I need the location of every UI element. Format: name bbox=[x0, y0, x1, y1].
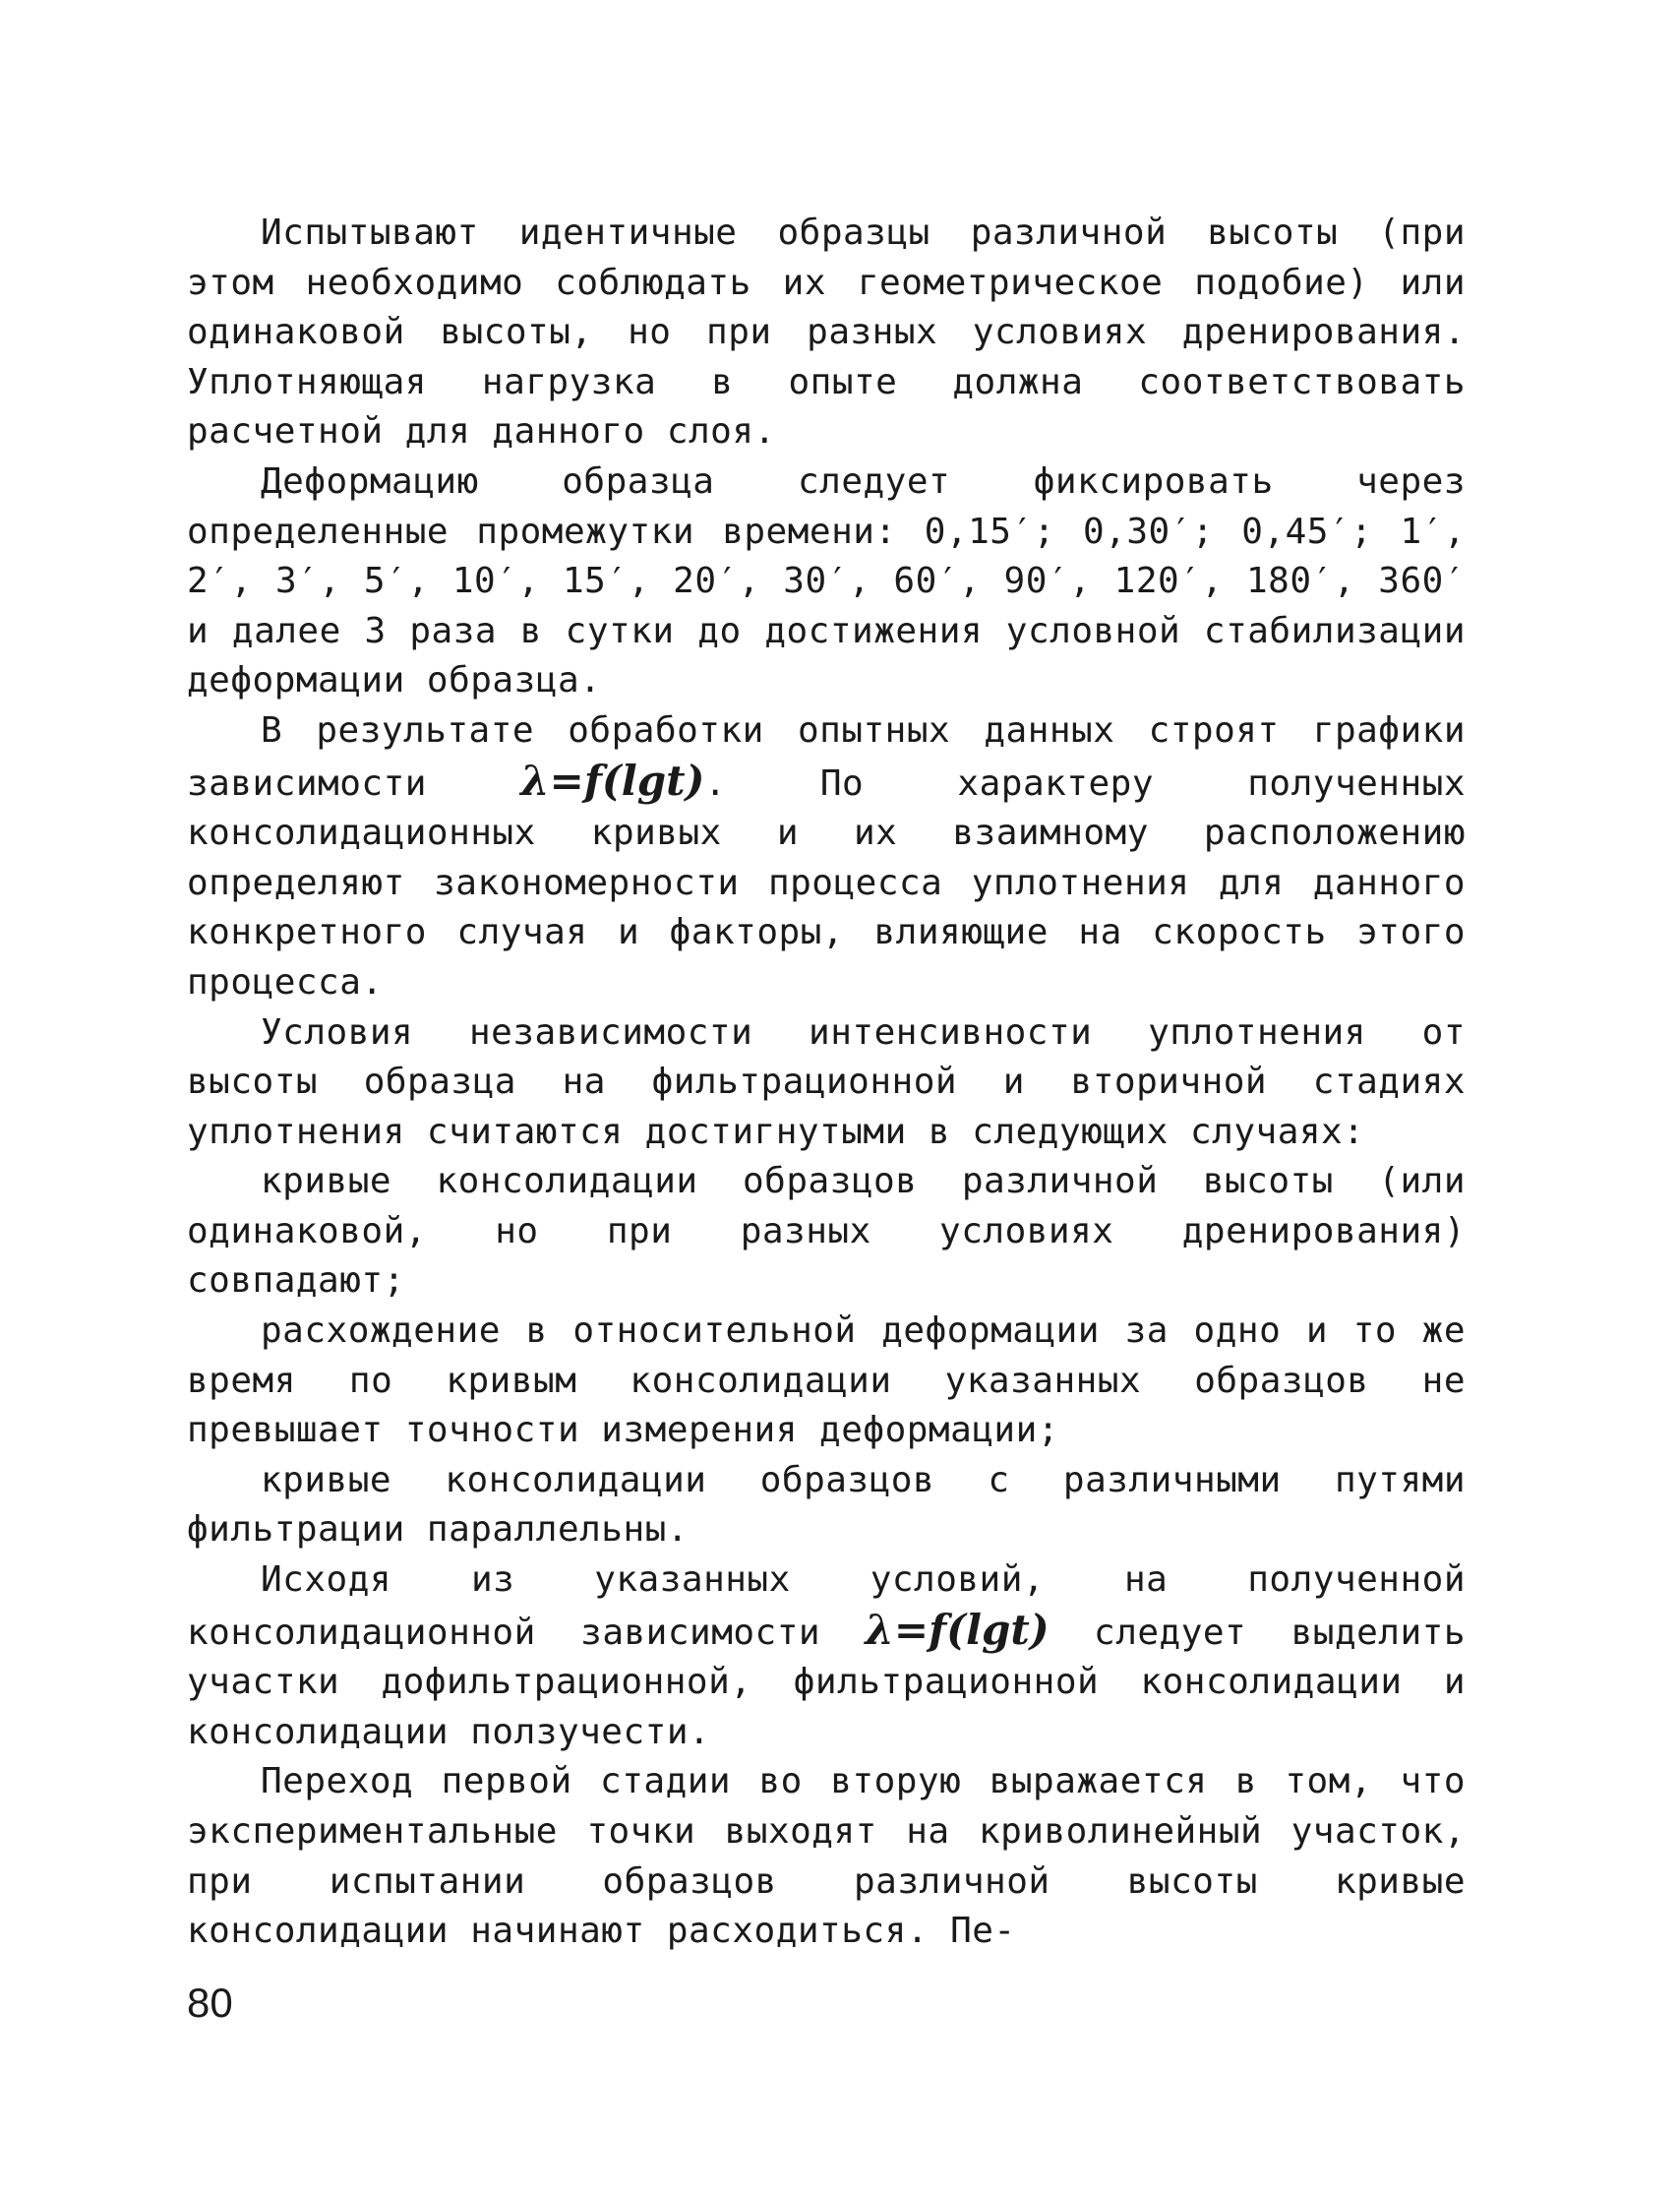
paragraph-4: Условия независимости интенсивности уплотнения от высоты образца на фильтрационной и вторичной стадиях уплотнения считаются достигнутыми в следующих случаях: bbox=[187, 1011, 1466, 1152]
paragraph-5 bbox=[187, 1555, 1466, 1757]
paragraph-5-text-end: следует выделить участки дофильтрационной, фильтрационной консолидации и консолидации ползучести. bbox=[187, 1612, 1466, 1752]
list-item-1: кривые консолидации образцов различной высоты (или одинаковой, но при разных условиях дренирования) совпадают; bbox=[187, 1161, 1466, 1302]
paragraph-3-text-end: . По характеру полученных консолидационных кривых и их взаимному расположению определяют закономерности процесса уплотнения для данного конкретного случая и факторы, влияющие на скорость этого процесса. bbox=[187, 762, 1466, 1003]
paragraph-5-text-start: Исходя из указанных условий, на полученной консолидационной зависимости bbox=[187, 1559, 1466, 1653]
paragraph-3 bbox=[187, 706, 1466, 1008]
paragraph-6: Переход первой стадии во вторую выражается в том, что экспериментальные точки выходят на криволинейный участок, при испытании образцов различной высоты кривые консолидации начинают расходиться. Пе- bbox=[187, 1761, 1466, 1952]
formula: λ=f(lgt) bbox=[865, 1605, 1050, 1654]
paragraph-1: Испытывают идентичные образцы различной высоты (при этом необходимо соблюдать их геометрическое подобие) или одинаковой высоты, но при разных условиях дренирования. Уплотняющая нагрузка в опыте должна соответствовать расчетной для данного слоя. bbox=[187, 213, 1466, 453]
list-item-2: расхождение в относительной деформации за одно и то же время по кривым консолидации указанных образцов не превышает точности измерения деформации; bbox=[187, 1310, 1466, 1451]
body-text bbox=[187, 209, 1466, 1957]
paragraph-3-text-start: В результате обработки опытных данных строят графики зависимости bbox=[187, 709, 1466, 804]
formula: λ=f(lgt) bbox=[520, 756, 705, 805]
list-item-3: кривые консолидации образцов с различными путями фильтрации параллельны. bbox=[187, 1459, 1466, 1551]
paragraph-2: Деформацию образца следует фиксировать через определенные промежутки времени: 0,15′; 0,30′; 0,45′; 1′, 2′, 3′, 5′, 10′, 15′, 20′, 30′, 60′, 90′, 120′, 180′, 360′ и далее 3 раза в сутки до достижения условной стабилизации деформации образца. bbox=[187, 460, 1466, 701]
page-number: 80 bbox=[187, 1980, 233, 2026]
